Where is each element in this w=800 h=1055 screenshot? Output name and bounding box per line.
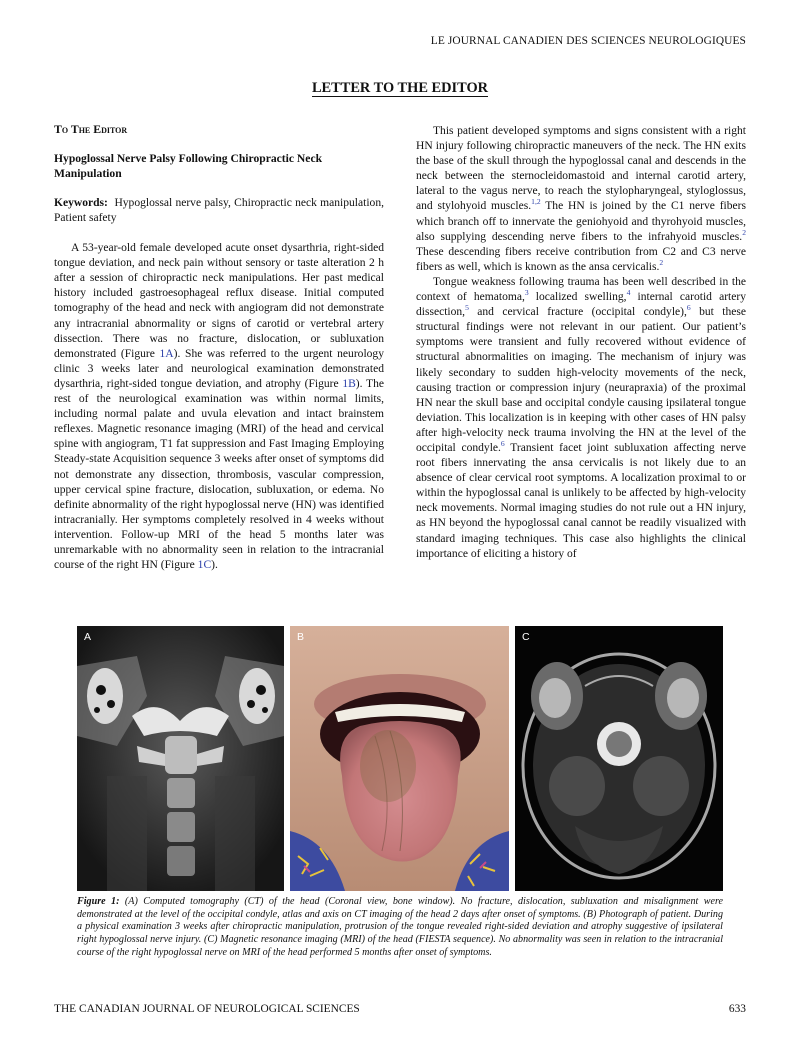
body-paragraph: A 53-year-old female developed acute onset dysarthria, right-sided tongue deviation, and neck pain without sensory or taste alteration 2 h after a session of chiropractic neck manipulations. Her past medical history included gastroesophageal reflux disease. Initial computed tomography of the head and neck with angiogram did not demonstrate any intracranial abnormality or signs of carotid or vertebral artery dissection. There was no fracture, dislocation, or subluxation demonstrated (Figure 1A). She was referred to the urgent neurology clinic 3 weeks later and neurological examination demonstrated dysarthria, right-sided tongue deviation, and atrophy (Figure 1B). The rest of the neurological examination was within normal limits, including normal palate and uvula elevation and intact brainstem reflexes. Magnetic resonance imaging (MRI) of the head and cervical spine with angiogram, T1 fat suppression and Fast Imaging Employing Steady-state Acquisition sequence 3 weeks after onset of symptoms did not demonstrate any dissection, thrombosis, vascular compression, upper cervical spine fracture, dislocation, subluxation, or edema. No definite abnormality of the right hypoglossal nerve (HN) was identified intracranially. Her symptoms completely resolved in 4 weeks without intervention. Follow-up MRI of the head 5 months later was unremarkable with no abnormality seen in relation to the intracranial course of the right HN (Figure 1C).: [54, 242, 384, 572]
ct-scan-image: [77, 626, 284, 891]
section-title-text: LETTER TO THE EDITOR: [311, 80, 489, 96]
figure-link-1b[interactable]: 1B: [342, 377, 356, 390]
keywords-text: Hypoglossal nerve palsy, Chiropractic neck manipulation, Patient safety: [54, 196, 384, 224]
citation-link[interactable]: 3: [524, 288, 529, 298]
caption-label: Figure 1:: [77, 896, 120, 907]
article-title: Hypoglossal Nerve Palsy Following Chiropractic Neck Manipulation: [54, 152, 323, 180]
citation-link[interactable]: 6: [686, 303, 691, 313]
figure-link-1a[interactable]: 1A: [159, 347, 174, 360]
left-column: [54, 122, 384, 573]
mri-illustration: [515, 626, 723, 891]
caption-text: (A) Computed tomography (CT) of the head (Coronal view, bone window). No fracture, dislocation, subluxation and misalignment were demonstrated at the level of the occipital condyle, atlas and axis on CT imaging of the head 2 days after onset of symptoms. (B) Photograph of patient. During a physical examination 3 weeks after chiropractic manipulation, protrusion of the tongue revealed right-sided deviation and atrophy suggestive of ipsilateral right hypoglossal nerve injury. (C) Magnetic resonance imaging (MRI) of the head (FIESTA sequence). No abnormality was seen in relation to the intracranial course of the right hypoglossal nerve on MRI of the head performed 5 months after onset of symptoms.: [77, 896, 723, 958]
to-editor-heading: To The Editor: [54, 122, 128, 136]
mri-image: [515, 626, 723, 891]
citation-link[interactable]: 2: [742, 227, 746, 237]
citation-link[interactable]: 5: [465, 303, 469, 313]
tongue-photograph: [290, 626, 509, 891]
citation-link[interactable]: 4: [626, 288, 631, 298]
ct-scan-illustration: [77, 626, 284, 891]
body-paragraph: Tongue weakness following trauma has been well described in the context of hematoma,$^3$ localized swelling,$^4$ internal carotid artery dissection,$^5$ and cervical fracture (occipital condyle),$^6$ but these structural findings were not relevant in our patient. Our patient’s symptoms were transient and fully recovered without evidence of structural abnormalities on imaging. The mechanism of injury was likely secondary to sudden high-velocity movements of the neck, causing traction or compression injury (neurapraxia) of the proximal HN near the skull base and occipital condyle causing ipsilateral tongue deviation. This localization is in keeping with other cases of HN palsy after high-velocity neck trauma involving the HN at the level of the occipital condyle.$^6$ Transient facet joint subluxation affecting nerve root fibers innervating the ansa cervicalis is not likely due to an absence of clear cervical root symptoms. A localization proximal to or within the hypoglossal canal is unlikely to be affected by high-velocity neck movements. Normal imaging studies do not rule out a HN injury, as HN beyond the hypoglossal canal cannot be readily visualized with standard imaging techniques. This case also highlights the clinical importance of eliciting a history of: [416, 275, 746, 560]
keywords: [54, 196, 384, 226]
figure-link-1c[interactable]: 1C: [197, 559, 212, 572]
figure-caption: [77, 896, 723, 960]
section-title: [0, 80, 800, 97]
figure-1: [77, 626, 723, 891]
citation-link[interactable]: 2: [659, 258, 664, 267]
footer-journal: THE CANADIAN JOURNAL OF NEUROLOGICAL SCIENCES: [54, 1003, 360, 1015]
panel-label-a: A: [84, 631, 92, 643]
panel-label-c: C: [522, 631, 530, 643]
citation-link[interactable]: 1,2: [531, 197, 541, 207]
running-head: LE JOURNAL CANADIEN DES SCIENCES NEUROLOGIQUES: [430, 35, 746, 47]
keywords-label: Keywords:: [54, 196, 108, 209]
panel-label-b: B: [297, 631, 305, 643]
right-column: [416, 124, 746, 562]
tongue-illustration: [290, 626, 509, 891]
citation-link[interactable]: 6: [500, 439, 505, 449]
page-number: 633: [728, 1003, 746, 1015]
body-paragraph: This patient developed symptoms and signs consistent with a right HN injury following chiropractic maneuvers of the neck. The HN exits the base of the skull through the hypoglossal canal and descends in the neck between the sternocleidomastoid and internal carotid artery, lateral to the vagus nerve, to reach the stylopharyngeal, styloglossus, and stylohyoid muscles.$^{1,2}$ The HN is joined by the C1 nerve fibers which branch off to innervate the geniohyoid and thyrohyoid muscles, also supplying descending nerve fibers to the infrahyoid muscles.$^2$ These descending fibers receive contribution from C2 and C3 nerve fibers as well, which is known as the ansa cervicalis.$^2$: [416, 125, 746, 273]
